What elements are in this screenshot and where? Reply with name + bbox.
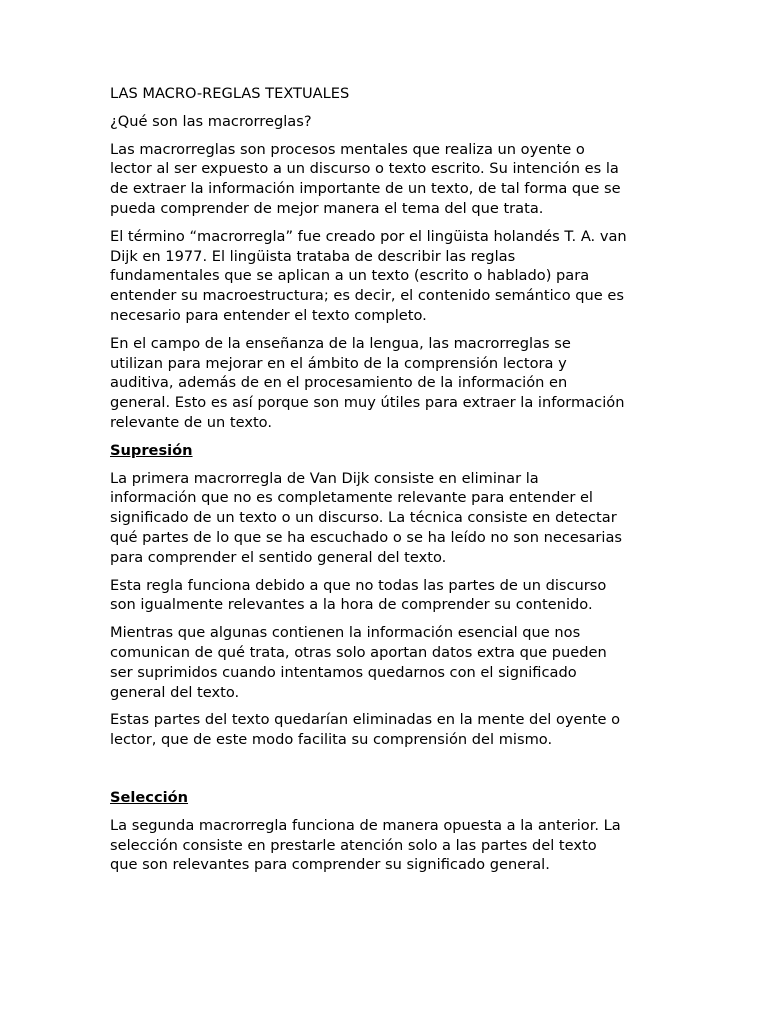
supresion-paragraph: La primera macrorregla de Van Dijk consiste en eliminar la información que no es completamente relevante para entender el significado de un texto o un discurso. La técnica consiste en detectar qué partes de lo que se ha escuchado o se ha leído no son necesarias para comprender el sentido general del texto.: [110, 469, 623, 566]
supresion-paragraph: Mientras que algunas contienen la información esencial que nos comunican de qué trata, otras solo aportan datos extra que pueden ser suprimidos cuando intentamos quedarnos con el significado general del texto.: [110, 624, 607, 701]
supresion-paragraph: Esta regla funciona debido a que no todas las partes de un discurso son igualmente relevantes a la hora de comprender su contenido.: [110, 576, 607, 614]
heading-seleccion: Selección: [110, 788, 189, 806]
blank-line: [110, 758, 662, 788]
intro-paragraph: En el campo de la enseñanza de la lengua, las macrorreglas se utilizan para mejorar en el ámbito de la comprensión lectora y auditiva, además de en el procesamiento de la información en general. Esto es así porque son muy útiles para extraer la información relevante de un texto.: [110, 334, 625, 431]
seleccion-paragraph: La segunda macrorregla funciona de manera opuesta a la anterior. La selección consiste en prestarle atención solo a las partes del texto que son relevantes para comprender su significado general.: [110, 816, 621, 874]
supresion-paragraph: Estas partes del texto quedarían eliminadas en la mente del oyente o lector, que de este modo facilita su comprensión del mismo.: [110, 711, 621, 749]
heading-supresion: Supresión: [110, 441, 193, 459]
intro-paragraph: El término “macrorregla” fue creado por el lingüista holandés T. A. van Dijk en 1977. El lingüista trataba de describir las reglas fundamentales que se aplican a un texto (escrito o hablado) para entender su macroestructura; es decir, el contenido semántico que es necesario para entender el texto completo.: [110, 227, 627, 324]
document-page: [110, 84, 662, 883]
document-title: LAS MACRO-REGLAS TEXTUALES: [110, 85, 350, 102]
intro-paragraph: Las macrorreglas son procesos mentales que realiza un oyente o lector al ser expuesto a un discurso o texto escrito. Su intención es la de extraer la información importante de un texto, de tal forma que se pueda comprender de mejor manera el tema del que trata.: [110, 140, 621, 217]
section-question: ¿Qué son las macrorreglas?: [110, 112, 312, 130]
